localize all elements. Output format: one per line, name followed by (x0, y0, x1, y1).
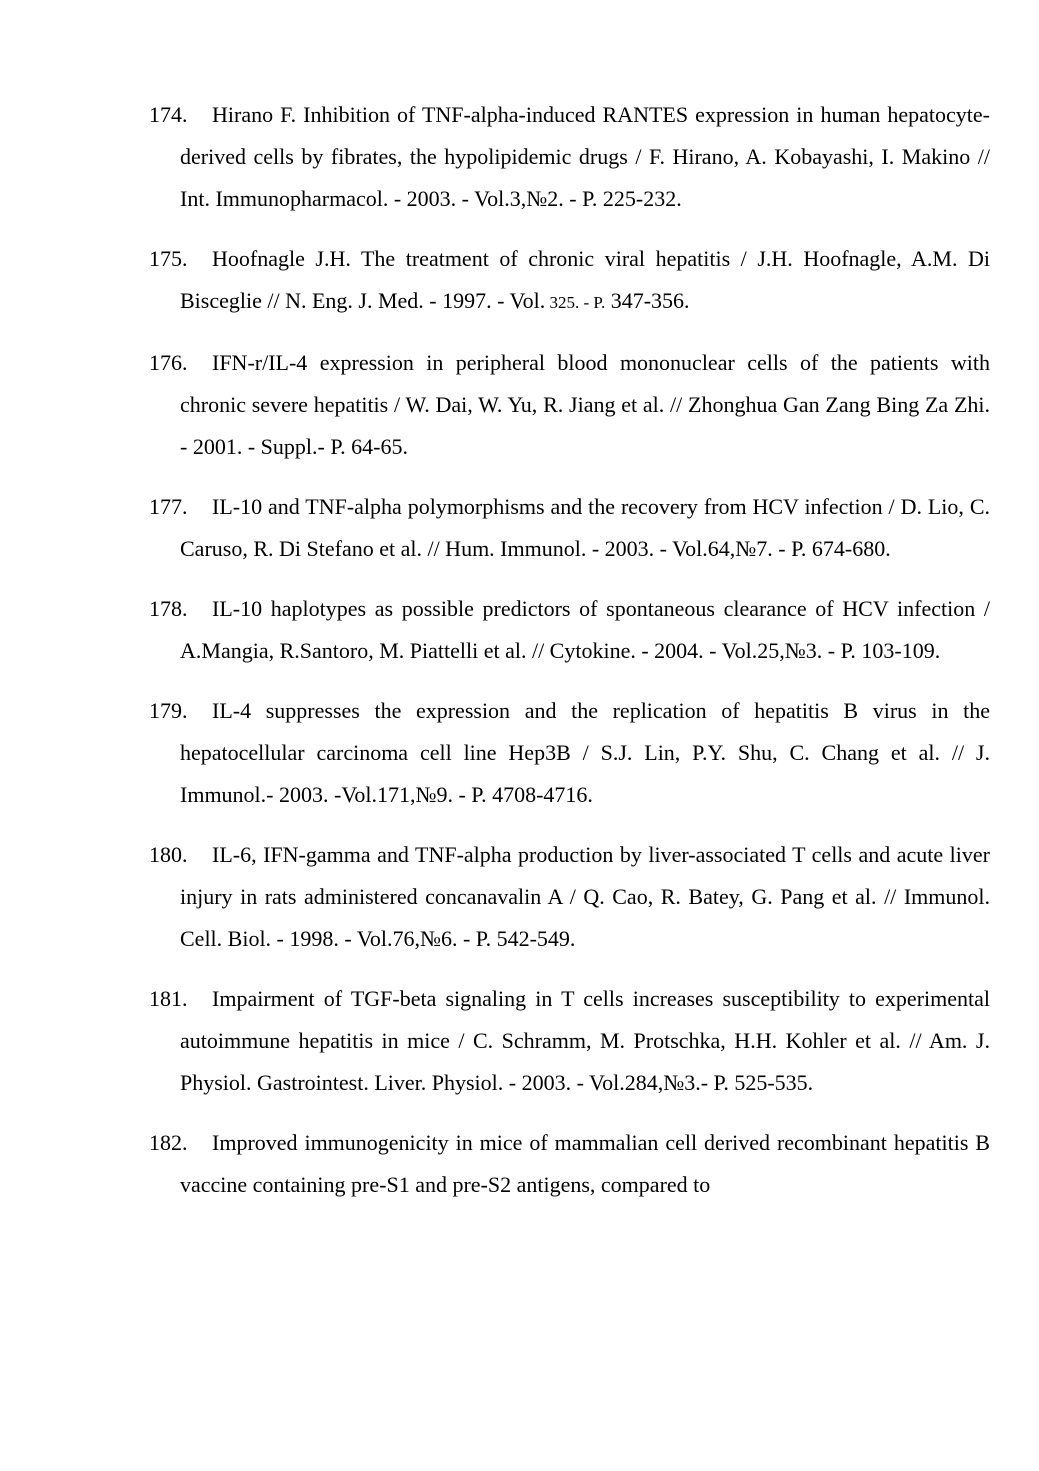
reference-number: 179. (149, 698, 188, 723)
reference-item (149, 690, 990, 816)
reference-text: Improved immunogenicity in mice of mammalian cell derived recombinant hepatitis B vaccine containing pre-S1 and pre-S2 antigens, compared to (180, 1130, 990, 1197)
reference-number: 178. (149, 596, 188, 621)
reference-text-part: Hoofnagle J.H. The treatment of chronic viral hepatitis / J.H. Hoofnagle, A.M. Di Bisceglie // N. Eng. J. Med. - 1997. - Vol. (180, 246, 990, 313)
reference-item (149, 486, 990, 570)
reference-number: 182. (149, 1130, 188, 1155)
reference-text: IL-6, IFN-gamma and TNF-alpha production by liver-associated T cells and acute liver injury in rats administered concanavalin A / Q. Cao, R. Batey, G. Pang et al. // Immunol. Cell. Biol. - 1998. - Vol.76,№6. - P. 542-549. (180, 842, 990, 951)
reference-item (149, 342, 990, 468)
reference-number: 181. (149, 986, 188, 1011)
reference-text: Hirano F. Inhibition of TNF-alpha-induced RANTES expression in human hepatocyte-derived cells by fibrates, the hypolipidemic drugs / F. Hirano, A. Kobayashi, I. Makino // Int. Immunopharmacol. - 2003. - Vol.3,№2. - P. 225-232. (180, 102, 990, 211)
reference-text: Impairment of TGF-beta signaling in T cells increases susceptibility to experimental autoimmune hepatitis in mice / C. Schramm, M. Protschka, H.H. Kohler et al. // Am. J. Physiol. Gastrointest. Liver. Physiol. - 2003. - Vol.284,№3.- P. 525-535. (180, 986, 990, 1095)
reference-text: IL-10 haplotypes as possible predictors of spontaneous clearance of HCV infection / A.Mangia, R.Santoro, M. Piattelli et al. // Cytokine. - 2004. - Vol.25,№3. - P. 103-109. (180, 596, 990, 663)
reference-list (149, 94, 990, 1224)
reference-number: 175. (149, 246, 188, 271)
reference-text-part: 347-356. (605, 288, 690, 313)
reference-text-small: 325. - P. (545, 293, 606, 312)
reference-item (149, 978, 990, 1104)
reference-text (180, 246, 990, 313)
reference-item (149, 1122, 990, 1206)
reference-item (149, 238, 990, 324)
reference-item (149, 94, 990, 220)
reference-item (149, 834, 990, 960)
reference-text: IFN-r/IL-4 expression in peripheral blood mononuclear cells of the patients with chronic severe hepatitis / W. Dai, W. Yu, R. Jiang et al. // Zhonghua Gan Zang Bing Za Zhi. - 2001. - Suppl.- P. 64-65. (180, 350, 990, 459)
reference-text: IL-4 suppresses the expression and the replication of hepatitis B virus in the hepatocellular carcinoma cell line Hep3B / S.J. Lin, P.Y. Shu, C. Chang et al. // J. Immunol.- 2003. -Vol.171,№9. - P. 4708-4716. (180, 698, 990, 807)
reference-number: 180. (149, 842, 188, 867)
reference-number: 177. (149, 494, 188, 519)
reference-text: IL-10 and TNF-alpha polymorphisms and the recovery from HCV infection / D. Lio, C. Caruso, R. Di Stefano et al. // Hum. Immunol. - 2003. - Vol.64,№7. - P. 674-680. (180, 494, 990, 561)
reference-number: 174. (149, 102, 188, 127)
reference-number: 176. (149, 350, 188, 375)
reference-item (149, 588, 990, 672)
